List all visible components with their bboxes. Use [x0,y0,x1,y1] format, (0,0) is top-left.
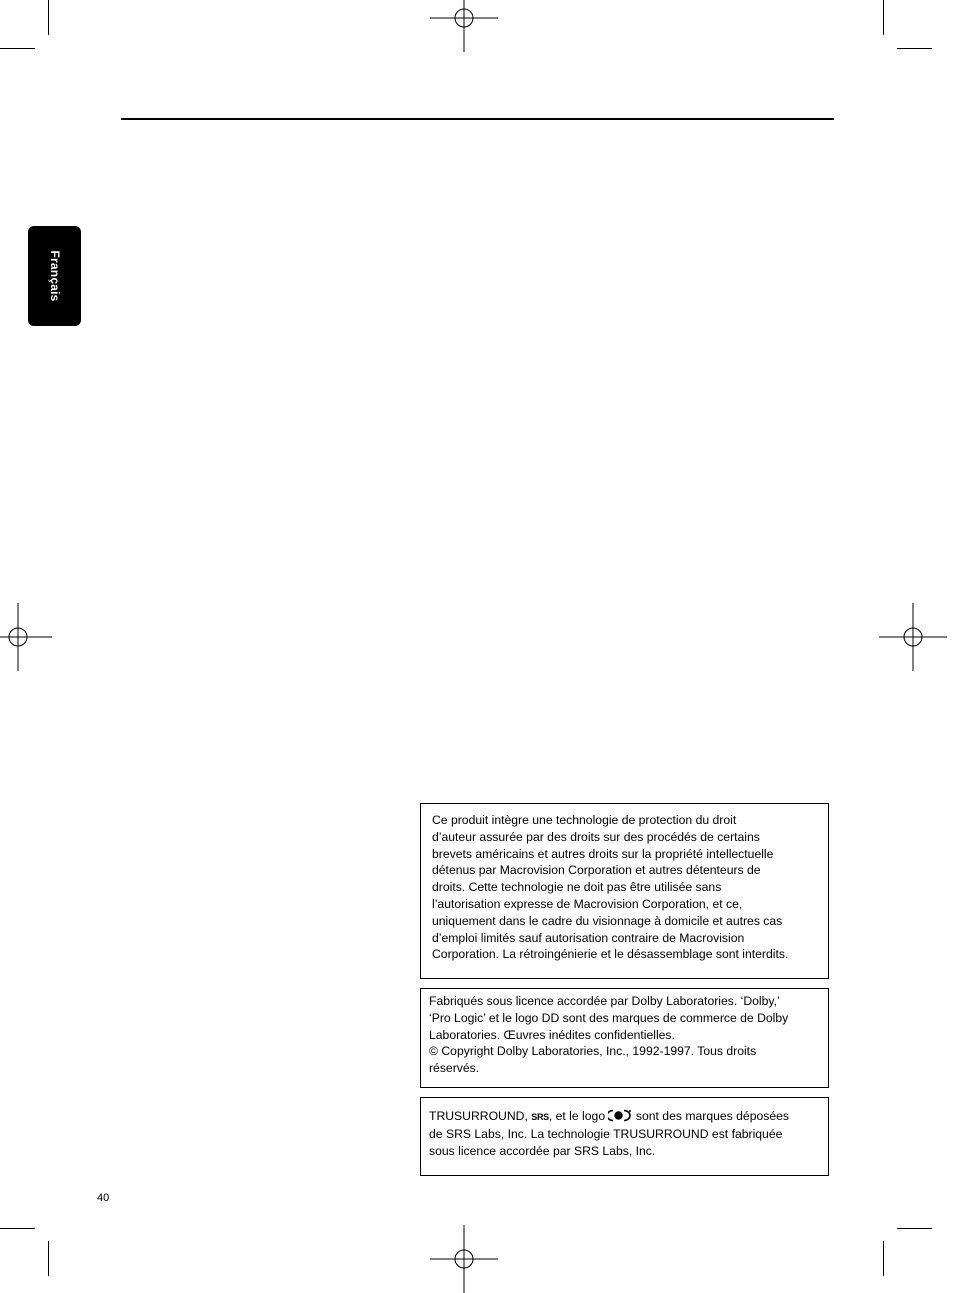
crop-mark [48,0,49,35]
header-rule [121,118,834,120]
srs-notice [420,1097,829,1176]
dolby-notice: Fabriqués sous licence accordée par Dolby Laboratories. ‘Dolby,’ ‘Pro Logic’ et le logo DD sont des marques de commerce de Dolby Laboratories. Œuvres inédites confidentielles. © Copyright Dolby Laboratories, Inc., 1992-1997. Tous droits réservés. [420,988,829,1088]
language-tab [28,226,81,326]
crop-mark [883,0,884,35]
srs-notice-text-1: TRUSURROUND, [429,1109,532,1123]
srs-notice-text-3: sont des marques déposées de SRS Labs, Inc. La technologie TRUSURROUND est fabriquée sous licence accordée par SRS Labs, Inc. [429,1109,789,1158]
crop-mark [897,48,932,49]
registration-mark-icon [879,603,947,671]
registration-mark-icon [0,603,52,671]
srs-notice-text-2: , et le logo [548,1109,609,1123]
page-number: 40 [97,1192,110,1204]
language-tab-label: Français [47,250,62,302]
crop-mark [0,1228,35,1229]
crop-mark [897,1228,932,1229]
macrovision-notice: Ce produit intègre une technologie de protection du droit d’auteur assurée par des droits sur des procédés de certains brevets américains et autres droits sur la propriété intellectuelle détenus par Macrovision Corporation et autres détenteurs de droits. Cette technologie ne doit pas être utilisée sans l’autorisation expresse de Macrovision Corporation, et ce, uniquement dans le cadre du visionnage à domicile et autres cas d’emploi limités sauf autorisation contraire de Macrovision Corporation. La rétroingénierie et le désassemblage sont interdits. [420,803,829,979]
registration-mark-icon [430,1225,498,1293]
crop-mark [883,1241,884,1276]
registration-mark-icon [430,0,498,52]
srs-circle-logo-icon [608,1109,632,1122]
crop-mark [0,48,35,49]
srs-logo: SRS [531,1112,549,1122]
crop-mark [48,1241,49,1276]
